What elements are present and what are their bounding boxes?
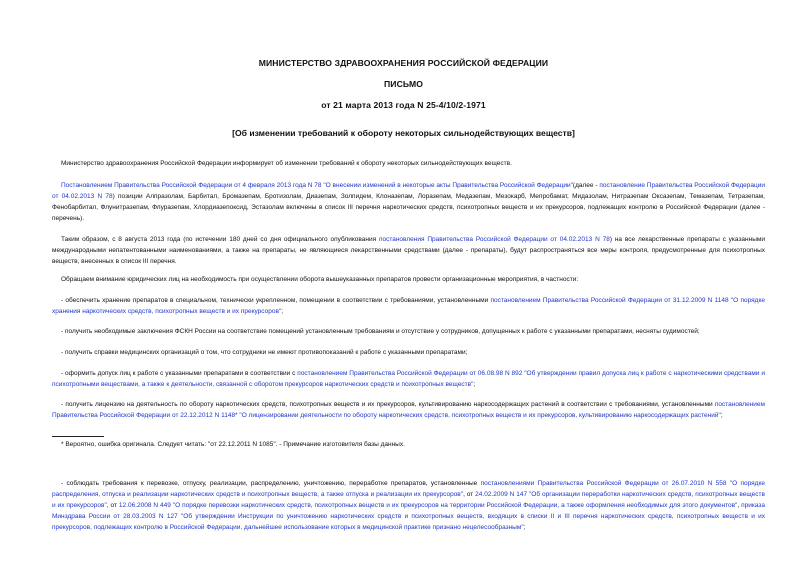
- access-decree-link[interactable]: постановлением Правительства Российской Федерации от 06.08.98 N 892 "Об утверждении правил допуска лиц к работе с наркотическими средствами и психотропными веществами, а также к деятельности, связанной с оборотом прекурсоров наркотических средств и психотропных веществ": [52, 370, 765, 388]
- list-item-storage: - обеспечить хранение препаратов в специальном, технически укрепленном, помещении в соответствии с требованиями, установленными постановлением Правительства Российской Федерации от 31.12.2009 N 1148 "О порядке хранения наркотических средств, психотропных веществ и их прекурсоров";: [52, 297, 765, 315]
- transport-decree-link[interactable]: 12.06.2008 N 449 "О порядке перевозки наркотических средств, психотропных веществ и их прекурсоров на территории Российской Федерации, а также оформления необходимых для этого документов": [118, 501, 738, 509]
- destruction-order-link[interactable]: приказа Минздрава России от 28.03.2003 N 127 "Об утверждении Инструкции по уничтожению наркотических средств и психотропных веществ, входящих в списки II и III перечня наркотических средств, психотропных веществ и их прекурсоров, подлежащих контролю в Российской Федерации, дальнейшее использование которых в медицинской практике признано нецелесообразным": [52, 501, 765, 531]
- list-item-access: - оформить допуск лиц к работе с указанными препаратами в соответствии с постановлением Правительства Российской Федерации от 06.08.98 N 892 "Об утверждении правил допуска лиц к работе с наркотическими средствами и психотропными веществами, а также к деятельности, связанной с оборотом прекурсоров наркотических средств и психотропных веществ";: [52, 370, 765, 388]
- paragraph-measures: Обращаем внимание юридических лиц на необходимость при осуществлении оборота вышеуказанных препаратов провести организационные мероприятия, в частности:: [61, 276, 579, 283]
- footnote-divider: [52, 436, 104, 437]
- document-subject: [Об изменении требований к обороту некоторых сильнодействующих веществ]: [232, 128, 575, 138]
- decree-link-2[interactable]: постановления Правительства Российской Федерации от 04.02.2013 N 78: [378, 236, 610, 243]
- storage-decree-link[interactable]: постановлением Правительства Российской Федерации от 31.12.2009 N 1148 "О порядке хранения наркотических средств, психотропных веществ и их прекурсоров": [52, 297, 765, 315]
- list-item-transport: - соблюдать требования к перевозке, отпуску, реализации, распределению, уничтожению, переработке препаратов, установленные постановлениями Правительства Российской Федерации от 26.07.2010 N 558 "О порядке распределения, отпуска и реализации наркотических средств и психотропных веществ, а также отпуска и реализации их прекурсоров", от 24.02.2009 N 147 "Об организации переработки наркотических средств, психотропных веществ и их прекурсоров", от 12.06.2008 N 449 "О порядке перевозки наркотических средств, психотропных веществ и их прекурсоров на территории Российской Федерации, а также оформления необходимых для этого документов", приказа Минздрава России от 28.03.2003 N 127 "Об утверждении Инструкции по уничтожению наркотических средств и психотропных веществ, входящих в списки II и III перечня наркотических средств, психотропных веществ и их прекурсоров, подлежащих контролю в Российской Федерации, дальнейшее использование которых в медицинской практике признано нецелесообразным";: [52, 480, 765, 531]
- footnote: * Вероятно, ошибка оригинала. Следует читать: "от 22.12.2011 N 1085". - Примечание изготовителя базы данных.: [61, 441, 405, 448]
- paragraph-effective-date: Таким образом, с 8 августа 2013 года (по истечении 180 дней со дня официального опубликования постановления Правительства Российской Федерации от 04.02.2013 N 78) на все лекарственные препараты с указанными международными непатентованными наименованиями, а также на препараты, не являющиеся лекарственными средствами (далее - препараты), будут распространяться все меры контроля, предусмотренные для психотропных веществ, внесенных в список III перечня.: [52, 236, 765, 265]
- license-decree-link[interactable]: постановлением Правительства Российской Федерации от 22.12.2012 N 1148* "О лицензировании деятельности по обороту наркотических средств, психотропных веществ и их прекурсоров, культивированию наркосодержащих растений": [52, 401, 765, 419]
- decree-link-short[interactable]: постановление Правительства Российской Федерации от 04.02.2013 N 78: [52, 182, 766, 200]
- document-date-number: от 21 марта 2013 года N 25-4/10/2-1971: [321, 100, 486, 110]
- list-item-license: - получить лицензию на деятельность по обороту наркотических средств, психотропных веществ и их прекурсоров, культивированию наркосодержащих растений в соответствии с требованиями, установленными постановлением Правительства Российской Федерации от 22.12.2012 N 1148* "О лицензировании деятельности по обороту наркотических средств, психотропных веществ и их прекурсоров, культивированию наркосодержащих растений";: [52, 401, 765, 419]
- ministry-heading: МИНИСТЕРСТВО ЗДРАВООХРАНЕНИЯ РОССИЙСКОЙ ФЕДЕРАЦИИ: [258, 58, 549, 68]
- document-type: ПИСЬМО: [384, 79, 423, 89]
- list-item-fskn: - получить необходимые заключения ФСКН России на соответствие помещений установленным требованиям и отсутствие у сотрудников, допущенных к работе с указанными препаратами, несняты судимостей;: [61, 328, 700, 335]
- paragraph-decree: Постановлением Правительства Российской Федерации от 4 февраля 2013 года N 78 "О внесении изменений в некоторые акты Правительства Российской Федерации"(далее - постановление Правительства Российской Федерации от 04.02.2013 N 78) позиции Алпразолам, Барбитал, Бромазепам, Бротизолам, Диазепам, Золпидем, Клоназепам, Лоразепам, Медазепам, Мезокарб, Мепробамат, Мидазолам, Нитразепам Оксазепам, Темазепам, Тетразепам, Фенобарбитал, Флунитразепам, Флуразепам, Хлордиазепоксид, Эстазолам включены в список III перечня наркотических средств, психотропных веществ и их прекурсоров, подлежащих контролю в Российской Федерации (далее - перечень).: [52, 182, 766, 222]
- decree-link[interactable]: Постановлением Правительства Российской Федерации от 4 февраля 2013 года N 78 "О внесении изменений в некоторые акты Правительства Российской Федерации": [61, 182, 573, 189]
- processing-decree-link[interactable]: 24.02.2009 N 147 "Об организации переработки наркотических средств, психотропных веществ и их прекурсоров": [52, 490, 765, 509]
- paragraph-intro: Министерство здравоохранения Российской Федерации информирует об изменении требований к обороту некоторых сильнодействующих веществ.: [61, 160, 512, 167]
- list-item-medical: - получить справки медицинских организаций о том, что сотрудники не имеют противопоказаний к работе с указанными препаратами;: [61, 349, 468, 356]
- distribution-decree-link[interactable]: постановлениями Правительства Российской Федерации от 26.07.2010 N 558 "О порядке распределения, отпуска и реализации наркотических средств и психотропных веществ, а также отпуска и реализации их прекурсоров": [52, 480, 765, 498]
